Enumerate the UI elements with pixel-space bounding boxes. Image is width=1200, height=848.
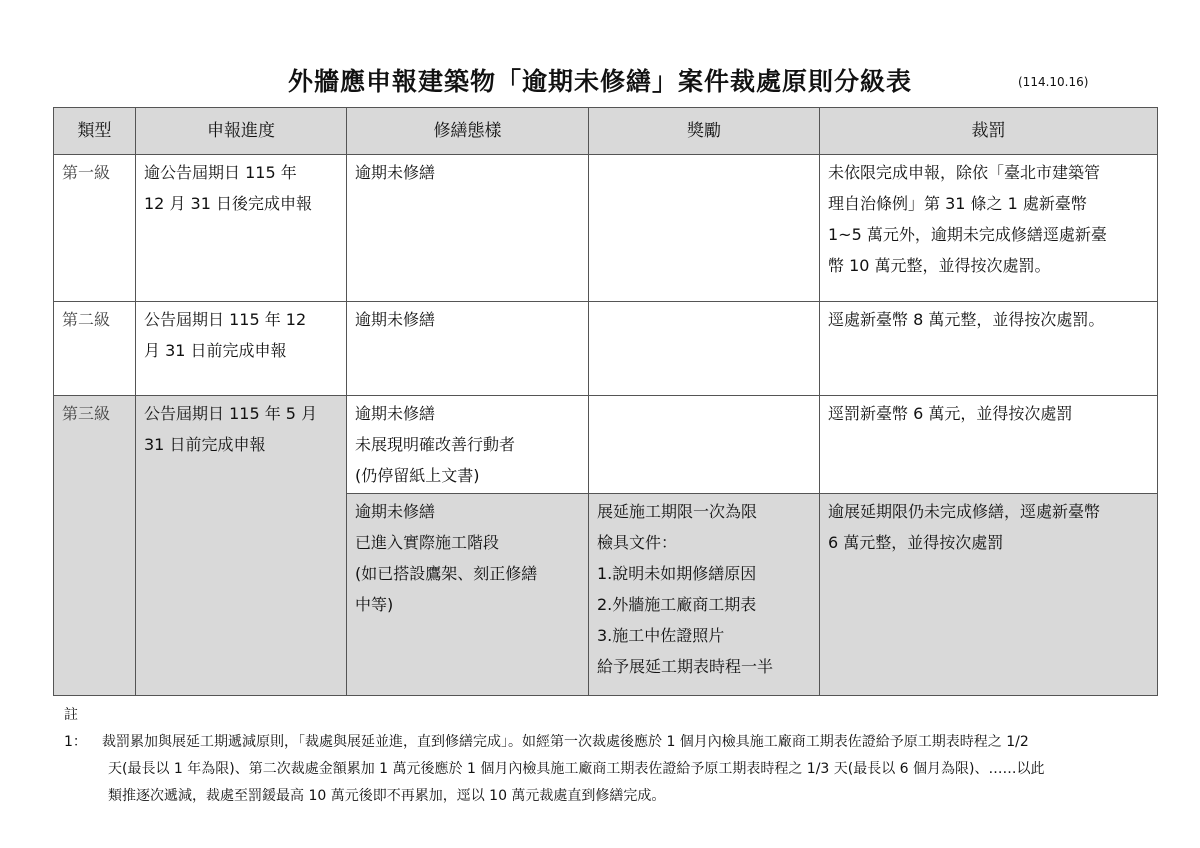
table-row-level-2 [54, 302, 1158, 396]
header-status: 修繕態樣 [347, 108, 589, 155]
footnote-line: 裁罰累加與展延工期遞減原則，「裁處與展延並進，直到修繕完成」。如經第一次裁處後應於 1 個月內檢具施工廠商工期表佐證給予原工期表時程之 1/2 [102, 734, 1029, 750]
header-penalty: 裁罰 [820, 108, 1158, 155]
level-cell: 第二級 [54, 302, 136, 396]
footnote-line: 天(最長以 1 年為限)、第二次裁處金額累加 1 萬元後應於 1 個月內檢具施工廠商工期表佐證給予原工期表時程之 1/3 天(最長以 6 個月為限)、……以此 [108, 761, 1045, 777]
penalty-grading-table [53, 107, 1158, 696]
page-title: 外牆應申報建築物「逾期未修繕」案件裁處原則分級表 [287, 67, 912, 96]
reward-cell [589, 302, 820, 396]
progress-cell: 逾公告屆期日 115 年 12 月 31 日後完成申報 [136, 155, 347, 302]
reward-cell [589, 396, 820, 494]
table-row-level-3 [54, 396, 1158, 494]
footnote-line: 類推逐次遞減，裁處至罰鍰最高 10 萬元後即不再累加，逕以 10 萬元裁處直到修繕完成。 [108, 788, 666, 804]
reward-cell [589, 155, 820, 302]
table-header-row [54, 108, 1158, 155]
penalty-cell: 逕處新臺幣 8 萬元整，並得按次處罰。 [820, 302, 1158, 396]
progress-cell: 公告屆期日 115 年 5 月 31 日前完成申報 [136, 396, 347, 696]
status-cell: 逾期未修繕 [347, 155, 589, 302]
footnote-label: 註 1： [64, 707, 87, 750]
status-cell: 逾期未修繕 已進入實際施工階段 (如已搭設鷹架、刻正修繕 中等) [347, 494, 589, 696]
document-date: (114.10.16) [1018, 75, 1089, 89]
header-reward: 獎勵 [589, 108, 820, 155]
header-type: 類型 [54, 108, 136, 155]
footnote [64, 702, 1154, 810]
progress-cell: 公告屆期日 115 年 12 月 31 日前完成申報 [136, 302, 347, 396]
penalty-cell: 未依限完成申報，除依「臺北市建築管 理自治條例」第 31 條之 1 處新臺幣 1~5 萬元外，逾期未完成修繕逕處新臺 幣 10 萬元整，並得按次處罰。 [820, 155, 1158, 302]
level-cell: 第三級 [54, 396, 136, 696]
header-progress: 申報進度 [136, 108, 347, 155]
status-cell: 逾期未修繕 未展現明確改善行動者 (仍停留紙上文書) [347, 396, 589, 494]
reward-cell: 展延施工期限一次為限 檢具文件： 1.說明未如期修繕原因 2.外牆施工廠商工期表 3.施工中佐證照片 給予展延工期表時程一半 [589, 494, 820, 696]
penalty-cell: 逕罰新臺幣 6 萬元，並得按次處罰 [820, 396, 1158, 494]
penalty-cell: 逾展延期限仍未完成修繕，逕處新臺幣 6 萬元整，並得按次處罰 [820, 494, 1158, 696]
table-row-level-1 [54, 155, 1158, 302]
level-cell: 第一級 [54, 155, 136, 302]
status-cell: 逾期未修繕 [347, 302, 589, 396]
